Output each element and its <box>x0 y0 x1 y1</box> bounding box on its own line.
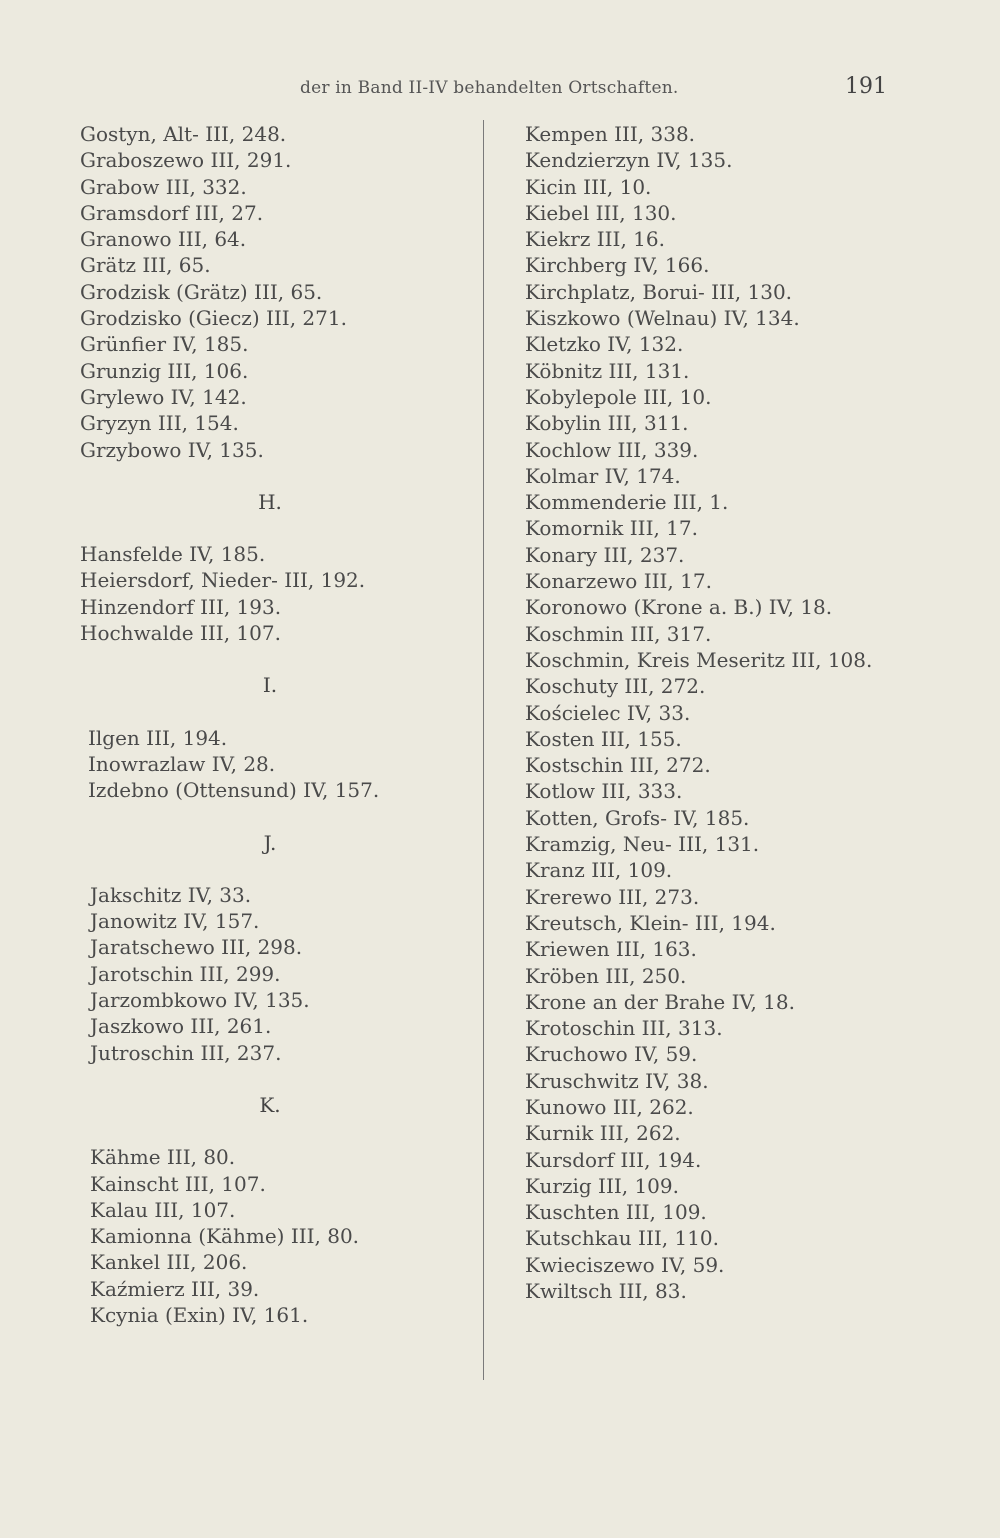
index-entry: Kobylin III, 311. <box>525 411 689 436</box>
index-entry: Köbnitz III, 131. <box>525 358 690 383</box>
index-entry: Grodzisk (Grätz) III, 65. <box>80 279 323 304</box>
index-entry: Kobylepole III, 10. <box>525 384 712 409</box>
index-entry: Kalau III, 107. <box>90 1197 236 1222</box>
section-letter-h: H. <box>258 489 282 514</box>
index-column-right <box>525 121 945 1304</box>
index-entry: Hansfelde IV, 185. <box>80 542 266 567</box>
index-entry: Krerewo III, 273. <box>525 884 700 909</box>
index-entry: Kiekrz III, 16. <box>525 227 665 252</box>
index-entry: Jakschitz IV, 33. <box>90 882 252 907</box>
index-entry: Kreutsch, Klein- III, 194. <box>525 910 776 935</box>
index-entry: Kankel III, 206. <box>90 1250 248 1275</box>
section-h <box>80 541 470 646</box>
index-entry: Grylewo IV, 142. <box>80 384 247 409</box>
index-entry: Kwieciszewo IV, 59. <box>525 1252 725 1277</box>
column-divider <box>483 120 484 1380</box>
section-letter-i: I. <box>262 673 278 698</box>
index-entry: Kranz III, 109. <box>525 858 673 883</box>
index-entry: Kaźmierz III, 39. <box>90 1276 260 1301</box>
index-entry: Koschmin III, 317. <box>525 621 712 646</box>
index-entry: Konary III, 237. <box>525 542 685 567</box>
index-entry: Graboszewo III, 291. <box>80 148 292 173</box>
index-entry: Izdebno (Ottensund) IV, 157. <box>88 778 380 803</box>
section-k <box>80 1144 470 1328</box>
index-entry: Kotten, Grofs- IV, 185. <box>525 805 750 830</box>
index-entry: Kendzierzyn IV, 135. <box>525 148 733 173</box>
index-entry: Koschuty III, 272. <box>525 674 706 699</box>
index-entry: Inowrazlaw IV, 28. <box>88 751 276 776</box>
index-entry: Kirchplatz, Borui- III, 130. <box>525 279 793 304</box>
index-entry: Janowitz IV, 157. <box>90 909 260 934</box>
index-entry: Gostyn, Alt- III, 248. <box>80 122 287 146</box>
index-entry: Kletzko IV, 132. <box>525 332 684 357</box>
index-entry: Hochwalde III, 107. <box>80 621 281 646</box>
index-entry: Koschmin, Kreis Meseritz III, 108. <box>525 647 873 672</box>
index-entry: Kurzig III, 109. <box>525 1173 679 1198</box>
index-column-left <box>80 121 470 1328</box>
index-entry: Kochlow III, 339. <box>525 437 699 462</box>
index-entry: Krone an der Brahe IV, 18. <box>525 989 795 1014</box>
section-i <box>80 725 470 804</box>
index-entry: Kröben III, 250. <box>525 963 687 988</box>
page-header <box>0 74 1000 104</box>
index-entry: Kriewen III, 163. <box>525 937 697 962</box>
index-entry: Kommenderie III, 1. <box>525 490 729 515</box>
index-entry: Kwiltsch III, 83. <box>525 1279 687 1304</box>
index-entry: Grabow III, 332. <box>80 174 247 199</box>
index-entry: Jaszkowo III, 261. <box>90 1014 272 1039</box>
index-entry: Kiszkowo (Welnau) IV, 134. <box>525 306 800 331</box>
index-entry: Heiersdorf, Nieder- III, 192. <box>80 568 366 593</box>
section-letter-j: J. <box>263 830 277 855</box>
index-entry: Kiebel III, 130. <box>525 200 677 225</box>
running-head: der in Band II-IV behandelten Ortschaften. <box>300 78 679 98</box>
index-entry: Grzybowo IV, 135. <box>80 437 264 462</box>
index-entry: Grünfier IV, 185. <box>80 332 249 357</box>
index-entry: Komornik III, 17. <box>525 516 698 541</box>
index-entry: Gramsdorf III, 27. <box>80 200 264 225</box>
index-entry: Kurnik III, 262. <box>525 1121 681 1146</box>
index-entry: Kolmar IV, 174. <box>525 463 681 488</box>
index-entry: Kunowo III, 262. <box>525 1094 694 1119</box>
section-g <box>80 121 470 463</box>
index-entry: Krotoschin III, 313. <box>525 1016 723 1041</box>
section-letter-k: K. <box>259 1092 281 1117</box>
index-entry: Kähme III, 80. <box>90 1145 236 1170</box>
index-entry: Kempen III, 338. <box>525 122 696 146</box>
index-entry: Konarzewo III, 17. <box>525 569 712 594</box>
index-entry: Kamionna (Kähme) III, 80. <box>90 1224 360 1249</box>
index-entry: Grätz III, 65. <box>80 253 211 278</box>
index-entry: Kruschwitz IV, 38. <box>525 1068 709 1093</box>
index-entry: Kcynia (Exin) IV, 161. <box>90 1302 309 1327</box>
index-entry: Kursdorf III, 194. <box>525 1147 702 1172</box>
index-entry: Grunzig III, 106. <box>80 358 249 383</box>
index-entry: Kuschten III, 109. <box>525 1200 707 1225</box>
index-entry: Hinzendorf III, 193. <box>80 594 282 619</box>
index-entry: Kosten III, 155. <box>525 726 682 751</box>
index-entry: Kainscht III, 107. <box>90 1171 266 1196</box>
index-entry: Kotlow III, 333. <box>525 779 683 804</box>
index-entry: Granowo III, 64. <box>80 227 247 252</box>
index-entry: Kramzig, Neu- III, 131. <box>525 832 760 857</box>
index-entry: Kostschin III, 272. <box>525 753 711 778</box>
section-j <box>80 882 470 1066</box>
index-entry: Kościelec IV, 33. <box>525 700 691 725</box>
index-entry: Jutroschin III, 237. <box>90 1040 282 1065</box>
index-entry: Kutschkau III, 110. <box>525 1226 719 1251</box>
index-entry: Ilgen III, 194. <box>88 725 228 750</box>
index-entry: Kicin III, 10. <box>525 174 652 199</box>
page-number: 191 <box>845 74 887 99</box>
index-entry: Grodzisko (Giecz) III, 271. <box>80 306 347 331</box>
index-entry: Jarotschin III, 299. <box>90 961 281 986</box>
index-entry: Kruchowo IV, 59. <box>525 1042 698 1067</box>
index-entry: Gryzyn III, 154. <box>80 411 239 436</box>
index-entry: Jarzombkowo IV, 135. <box>90 988 310 1013</box>
index-entry: Koronowo (Krone a. B.) IV, 18. <box>525 595 833 620</box>
index-entry: Jaratschewo III, 298. <box>90 935 303 960</box>
index-entry: Kirchberg IV, 166. <box>525 253 710 278</box>
